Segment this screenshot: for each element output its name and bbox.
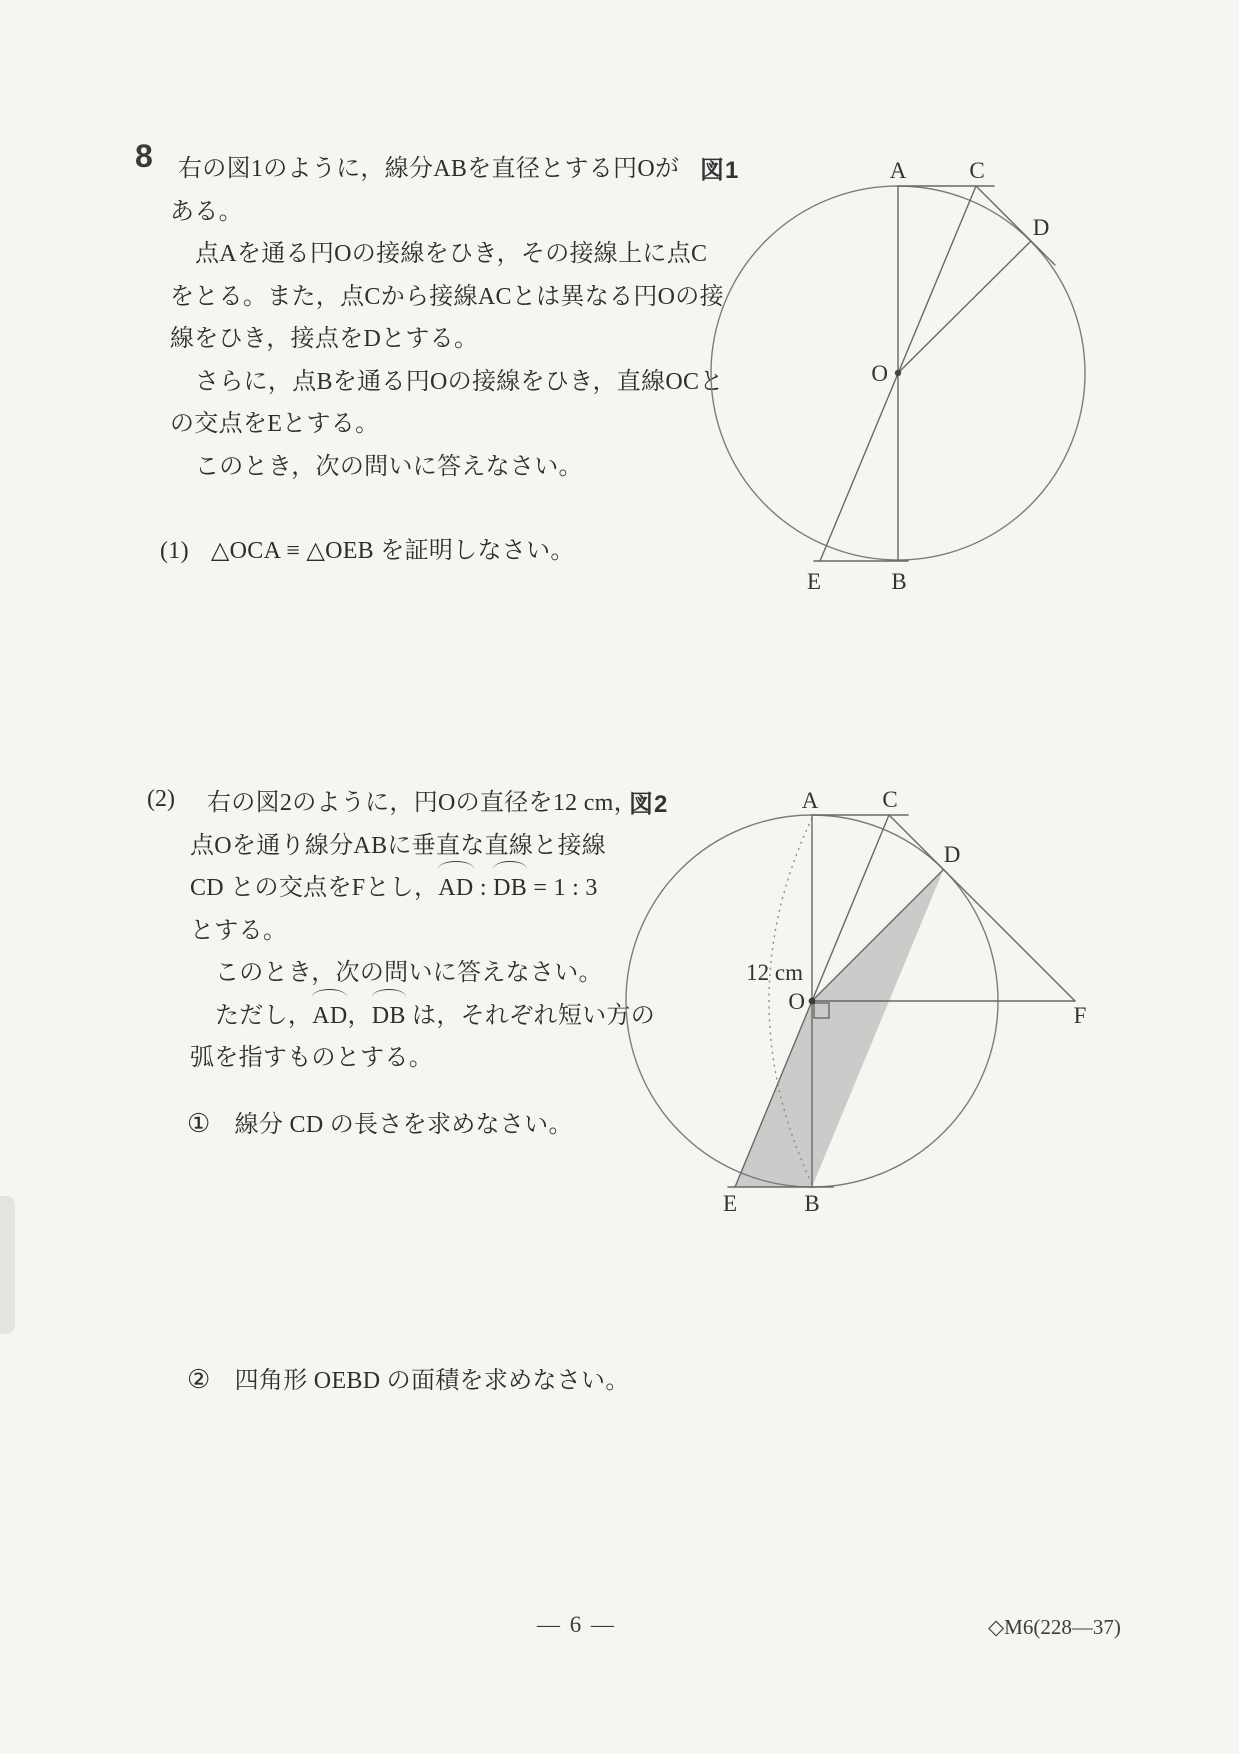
figure1-point-B: B xyxy=(891,569,907,594)
statement-line: 右の図2のように，円Oの直径を12 cm， xyxy=(207,790,638,816)
question-2-statement xyxy=(190,782,670,1080)
subquestion-2-marker: ② xyxy=(187,1365,211,1394)
figure2-center-dot xyxy=(809,998,816,1005)
figure2-measure-12cm: 12 cm xyxy=(746,960,803,985)
subquestion-2 xyxy=(187,1360,630,1395)
figure1-point-D: D xyxy=(1032,215,1050,240)
problem-statement xyxy=(170,148,724,488)
figure1-radius-OD xyxy=(898,241,1031,373)
figure2-point-C: C xyxy=(882,787,898,812)
subquestion-1 xyxy=(187,1104,573,1139)
statement-line: 右の図1のように，線分ABを直径とする円Oが xyxy=(178,156,680,182)
scan-artifact xyxy=(0,1196,15,1334)
figure2-diagram xyxy=(600,780,1125,1250)
figure2-point-A: A xyxy=(801,788,819,813)
statement-line: このとき，次の問いに答えなさい。 xyxy=(195,453,583,480)
figure1-diagram xyxy=(620,140,1095,615)
statement-line: をとる。また，点Cから接線ACとは異なる円Oの接 xyxy=(170,283,724,310)
question-2-marker: (2) xyxy=(147,786,175,812)
statement-line: さらに，点Bを通る円Oの接線をひき，直線OCと xyxy=(195,368,724,395)
figure1-point-E: E xyxy=(806,569,822,594)
figure2-point-B: B xyxy=(804,1191,820,1216)
question-1-marker: (1) xyxy=(160,538,189,564)
subquestion-1-marker: ① xyxy=(187,1109,211,1138)
figure1-point-C: C xyxy=(969,158,985,183)
question-1-text: △OCA ≡ △OEB を証明しなさい。 xyxy=(210,538,575,564)
statement-line: 点Oを通り線分ABに垂直な直線と接線 xyxy=(190,832,607,859)
statement-line: このとき，次の問いに答えなさい。 xyxy=(215,960,603,986)
subquestion-2-text: 四角形 OEBD の面積を求めなさい。 xyxy=(234,1368,630,1394)
statement-line: の交点をEとする。 xyxy=(170,411,380,437)
arc-DB: DB xyxy=(372,995,406,1038)
figure2-point-D: D xyxy=(943,842,961,867)
statement-line: 弧を指すものとする。 xyxy=(190,1045,433,1071)
figure2-point-E: E xyxy=(722,1191,738,1216)
arc-AD: AD xyxy=(312,995,347,1038)
subquestion-1-text: 線分 CD の長さを求めなさい。 xyxy=(234,1112,573,1138)
statement-line: 点Aを通る円Oの接線をひき，その接線上に点C xyxy=(195,241,708,267)
figure2-point-F: F xyxy=(1073,1003,1087,1028)
figure1-point-A: A xyxy=(889,158,907,183)
document-code: ◇M6(228—37) xyxy=(988,1615,1121,1639)
page-number: — 6 — xyxy=(537,1612,616,1637)
question-1 xyxy=(160,530,575,565)
figure1-label: 図1 xyxy=(700,157,740,184)
figure2-label: 図2 xyxy=(629,791,669,818)
statement-line: ただし，AD，DB は，それぞれ短い方の xyxy=(190,995,670,1038)
statement-line: とする。 xyxy=(190,917,288,944)
arc-DB: DB xyxy=(493,867,527,910)
statement-line: CD との交点をFとし，AD : DB = 1 : 3 xyxy=(190,867,670,910)
statement-line: 線をひき，接点をDとする。 xyxy=(170,326,479,352)
problem-number: 8 xyxy=(135,138,153,174)
figure2-point-O: O xyxy=(788,989,805,1014)
arc-AD: AD xyxy=(438,867,473,910)
figure1-center-dot xyxy=(895,370,901,376)
statement-line: ある。 xyxy=(170,198,243,225)
figure2-shaded-quad-OEBD xyxy=(735,870,944,1188)
figure1-point-O: O xyxy=(871,361,888,386)
